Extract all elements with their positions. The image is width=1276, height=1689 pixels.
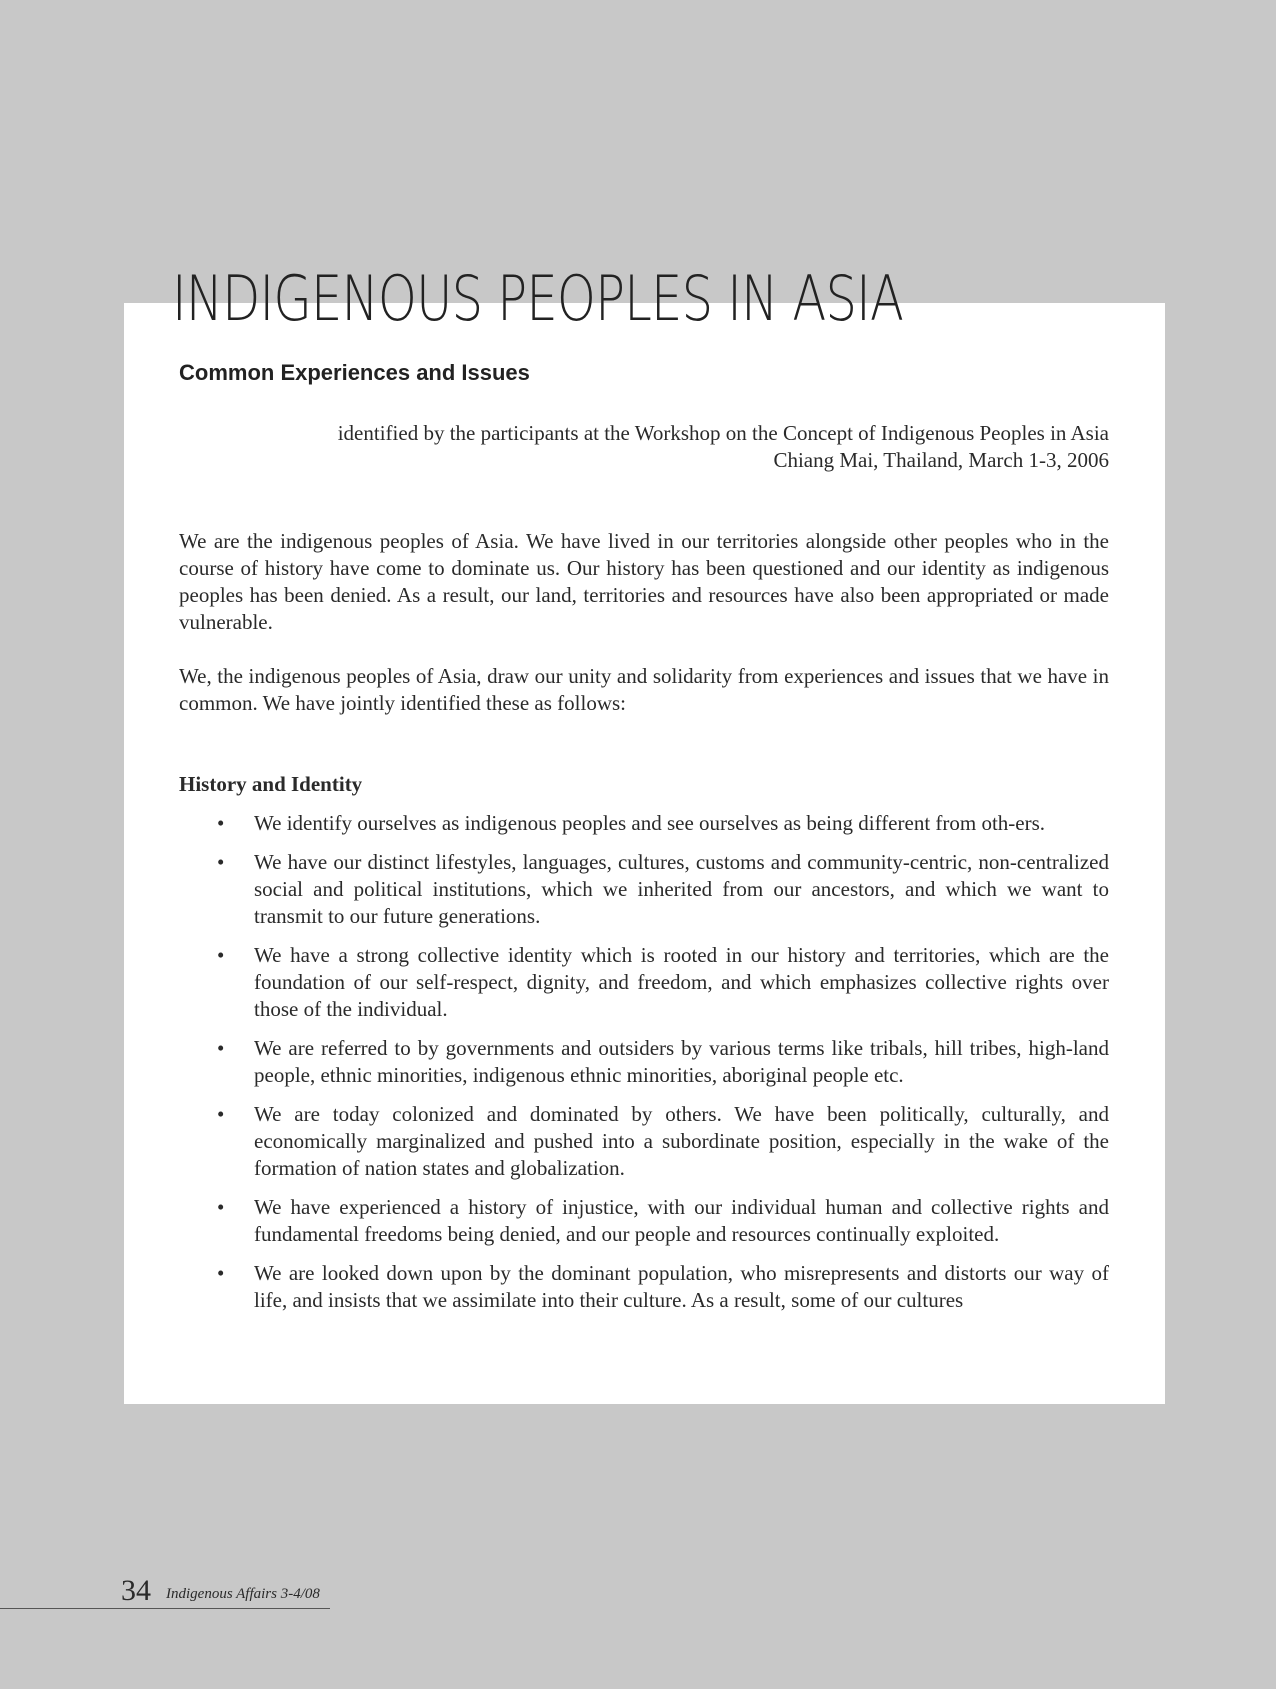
list-item	[179, 1035, 1109, 1089]
list-item-text: We identify ourselves as indigenous peoples and see ourselves as being different from oth-ers.	[254, 811, 1046, 835]
list-item	[179, 810, 1109, 837]
list-item	[179, 942, 1109, 1023]
bullet-icon: •	[217, 850, 225, 874]
article-body	[179, 528, 1109, 1326]
bullet-icon: •	[217, 1261, 225, 1285]
list-item-text: We have our distinct lifestyles, languages, cultures, customs and community-centric, non-centralized social and political institutions, which we inherited from our ancestors, and which we want to transmit to our future generations.	[254, 850, 1109, 928]
paragraph: We, the indigenous peoples of Asia, draw our unity and solidarity from experiences and issues that we have in common. We have jointly identified these as follows:	[179, 664, 1109, 715]
bullet-icon: •	[217, 943, 225, 967]
list-item-text: We are today colonized and dominated by others. We have been politically, culturally, and economically marginalized and pushed into a subordinate position, especially in the wake of the formation of nation states and globalization.	[254, 1102, 1109, 1180]
page-footer	[0, 1568, 330, 1609]
bullet-icon: •	[217, 1102, 225, 1126]
attribution	[338, 420, 1109, 474]
bullet-list	[179, 810, 1109, 1314]
list-item	[179, 1194, 1109, 1248]
list-item	[179, 1260, 1109, 1314]
journal-name: Indigenous Affairs 3-4/08	[166, 1586, 320, 1602]
bullet-icon: •	[217, 1195, 225, 1219]
list-item-text: We are looked down upon by the dominant population, who misrepresents and distorts our way of life, and insists that we assimilate into their culture. As a result, some of our cultures	[254, 1261, 1109, 1312]
attribution-location: Chiang Mai, Thailand, March 1-3, 2006	[773, 448, 1109, 472]
list-item-text: We have a strong collective identity which is rooted in our history and territories, which are the foundation of our self-respect, dignity, and freedom, and which emphasizes collective rights over those of the individual.	[254, 943, 1109, 1021]
bullet-icon: •	[217, 1036, 225, 1060]
subtitle: Common Experiences and Issues	[179, 360, 530, 385]
page-number: 34	[121, 1574, 151, 1607]
list-item	[179, 1101, 1109, 1182]
bullet-icon: •	[217, 811, 225, 835]
list-item-text: We have experienced a history of injustice, with our individual human and collective rights and fundamental freedoms being denied, and our people and resources continually exploited.	[254, 1195, 1109, 1246]
page-title: INDIGENOUS PEOPLES IN ASIA	[172, 262, 904, 335]
list-item	[179, 849, 1109, 930]
attribution-line: identified by the participants at the Workshop on the Concept of Indigenous Peoples in Asia	[337, 421, 1109, 445]
list-item-text: We are referred to by governments and outsiders by various terms like tribals, hill tribes, high-land people, ethnic minorities, indigenous ethnic minorities, aboriginal people etc.	[254, 1036, 1109, 1087]
section-heading: History and Identity	[179, 772, 363, 796]
paragraph: We are the indigenous peoples of Asia. We have lived in our territories alongside other peoples who in the course of history have come to dominate us. Our history has been questioned and our identity as indigenous peoples has been denied. As a result, our land, territories and resources have also been appropriated or made vulnerable.	[179, 529, 1109, 634]
